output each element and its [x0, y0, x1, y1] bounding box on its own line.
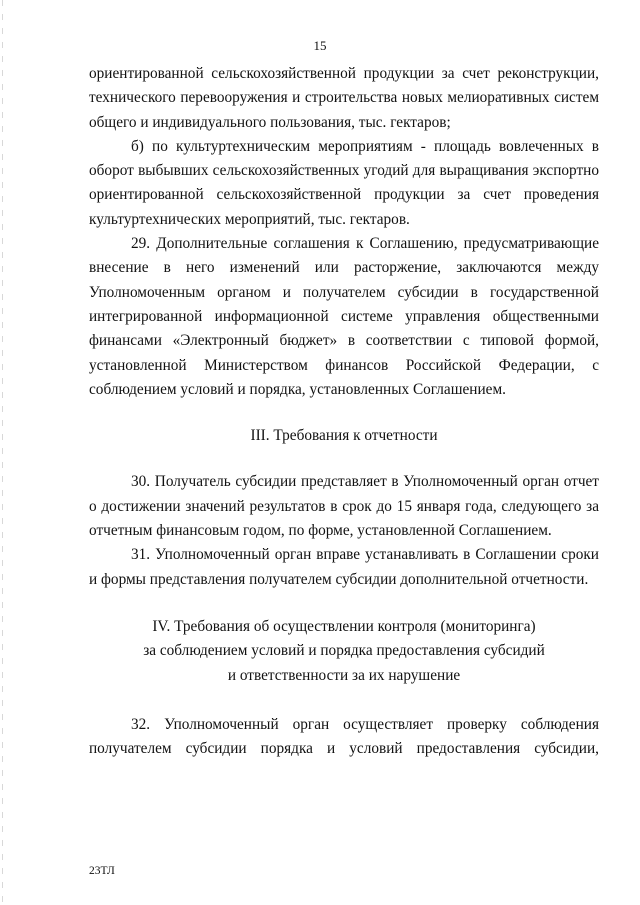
section-heading-4	[89, 615, 599, 688]
section-heading-3: III. Требования к отчетности	[250, 427, 438, 445]
paragraph-b: б) по культуртехническим мероприятиям - площадь вовлеченных в оборот выбывших сельскохозяйственных угодий для выращивания экспортно ориентированной сельскохозяйственной продукции за счет проведения культуртехнических мероприятий, тыс. гектаров.	[89, 137, 599, 228]
paragraph-29: 29. Дополнительные соглашения к Соглашению, предусматривающие внесение в него изменений или расторжение, заключаются между Уполномоченным органом и получателем субсидии в государственной интегрированной информационной системе управления общественными финансами «Электронный бюджет» в соответствии с типовой формой, установленной Министерством финансов Российской Федерации, с соблюдением условий и порядка, установленных Соглашением.	[89, 235, 599, 398]
paragraph-32: 32. Уполномоченный орган осуществляет проверку соблюдения получателем субсидии порядка и условий предоставления субсидии,	[89, 715, 599, 758]
section-heading-4-line-1: IV. Требования об осуществлении контроля (мониторинга)	[152, 617, 536, 635]
document-body	[89, 62, 599, 761]
section-heading-4-line-3: и ответственности за их нарушение	[227, 666, 461, 684]
paragraph-31: 31. Уполномоченный орган вправе устанавливать в Соглашении сроки и формы представления получателем субсидии дополнительной отчетности.	[89, 546, 599, 588]
page-number: 15	[313, 38, 327, 53]
paragraph-continued: ориентированной сельскохозяйственной продукции за счет реконструкции, технического перевооружения и строительства новых мелиоративных систем общего и индивидуального пользования, тыс. гектаров;	[89, 65, 599, 131]
section-heading-4-line-2: за соблюдением условий и порядка предоставления субсидий	[143, 642, 545, 660]
footer-code: 23ТЛ	[89, 865, 115, 877]
paragraph-30: 30. Получатель субсидии представляет в Уполномоченный орган отчет о достижении значений результатов в срок до 15 января года, следующего за отчетным финансовым годом, по форме, установленной Соглашением.	[89, 473, 599, 540]
scan-edge-artifact	[2, 0, 3, 905]
